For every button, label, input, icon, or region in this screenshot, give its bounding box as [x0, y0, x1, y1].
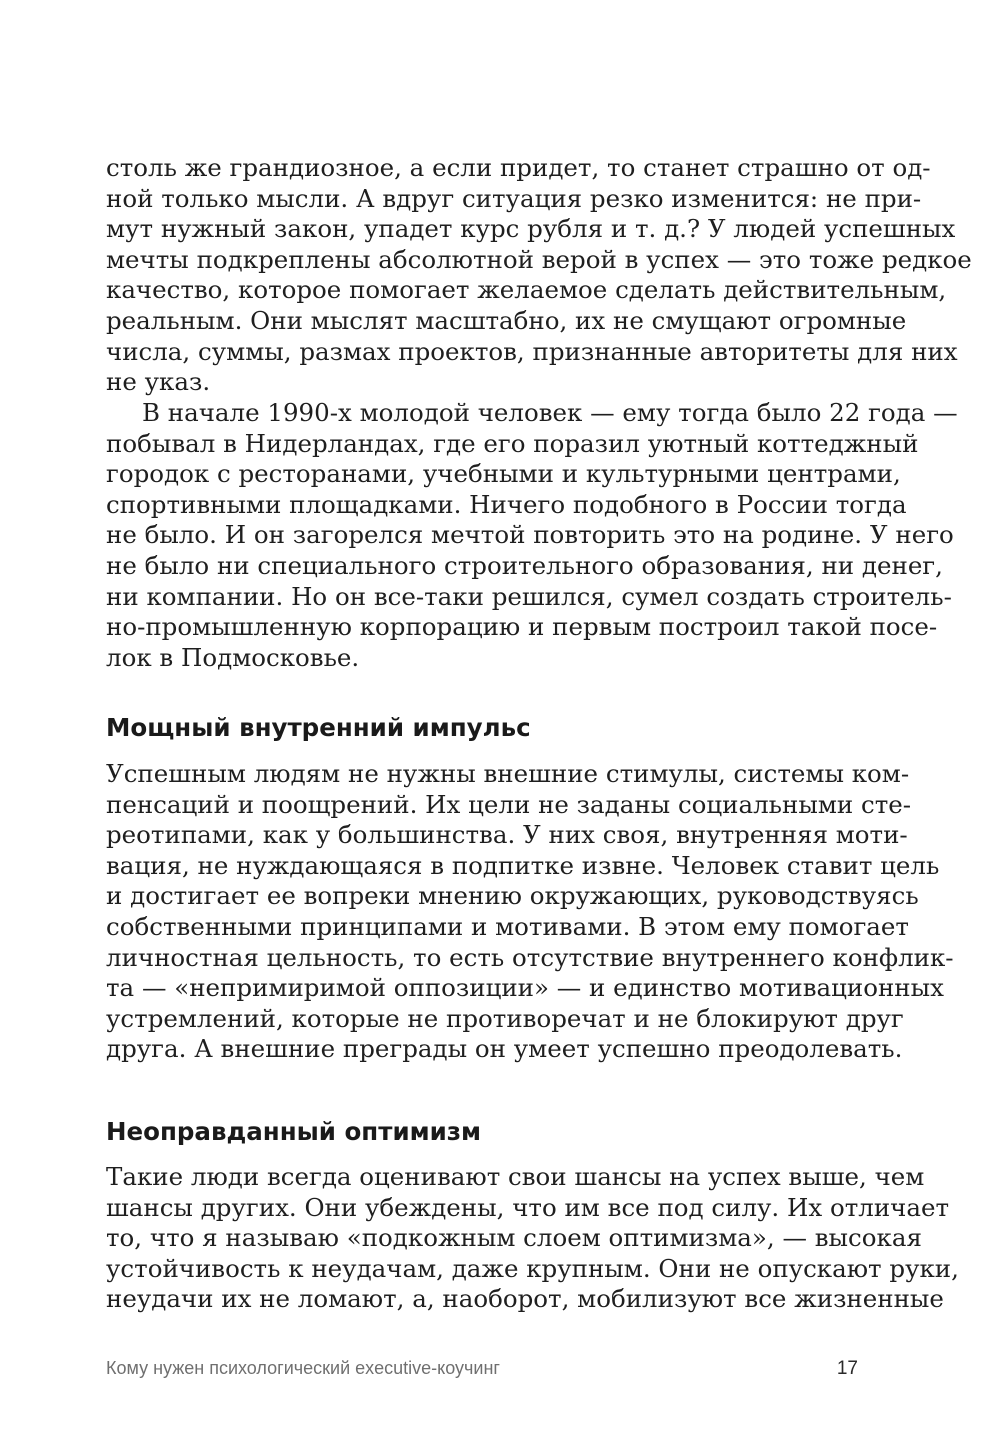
page-number: 17: [836, 1358, 858, 1379]
paragraph-intro: [106, 153, 972, 398]
text-line: собственными принципами и мотивами. В этом ему помогает: [106, 911, 909, 941]
text-line: не было ни специального строительного образования, ни денег,: [106, 550, 943, 580]
text-line: столь же грандиозное, а если придет, то станет страшно от од-: [106, 153, 931, 182]
text-line: побывал в Нидерландах, где его поразил уютный коттеджный: [106, 428, 919, 458]
text-line: устремлений, которые не противоречат и не блокируют друг: [106, 1003, 904, 1033]
paragraph-example: [106, 398, 958, 673]
text-line: устойчивость к неудачам, даже крупным. Они не опускают руки,: [106, 1253, 959, 1283]
text-line: реальным. Они мыслят масштабно, их не смущают огромные: [106, 305, 907, 335]
text-line: качество, которое помогает желаемое сделать действительным,: [106, 275, 947, 305]
text-line: друга. А внешние преграды он умеет успешно преодолевать.: [106, 1034, 903, 1064]
section-heading-optimism: Неоправданный оптимизм: [106, 1117, 482, 1146]
text-line: вация, не нуждающаяся в подпитке извне. Человек ставит цель: [106, 850, 940, 880]
text-line: спортивными площадками. Ничего подобного в России тогда: [106, 489, 907, 519]
text-line: Такие люди всегда оценивают свои шансы на успех выше, чем: [106, 1162, 925, 1191]
text-line: неудачи их не ломают, а, наоборот, мобилизуют все жизненные: [106, 1284, 944, 1314]
text-line: та — «непримиримой оппозиции» — и единство мотивационных: [106, 973, 944, 1003]
paragraph-impulse: [106, 759, 954, 1065]
text-line: реотипами, как у большинства. У них своя, внутренняя моти-: [106, 820, 908, 850]
section-heading-impulse: Мощный внутренний импульс: [106, 713, 531, 742]
text-line: ни компании. Но он все-таки решился, сумел создать строитель-: [106, 581, 952, 611]
paragraph-optimism: [106, 1162, 959, 1315]
text-line: ной только мысли. А вдруг ситуация резко изменится: не при-: [106, 183, 922, 213]
text-line: то, что я называю «подкожным слоем оптимизма», — высокая: [106, 1223, 922, 1253]
text-line: личностная цельность, то есть отсутствие внутреннего конфлик-: [106, 942, 954, 972]
text-line: не было. И он загорелся мечтой повторить это на родине. У него: [106, 520, 954, 550]
text-line: городок с ресторанами, учебными и культурными центрами,: [106, 459, 901, 489]
running-title: Кому нужен психологический executive-коучинг: [106, 1358, 500, 1378]
text-line: мечты подкреплены абсолютной верой в успех — это тоже редкое: [106, 244, 972, 274]
text-line: числа, суммы, размах проектов, признанные авторитеты для них: [106, 336, 958, 366]
text-line: но-промышленную корпорацию и первым построил такой посе-: [106, 612, 938, 642]
page-footer: [106, 1358, 858, 1380]
text-line: и достигает ее вопреки мнению окружающих, руководствуясь: [106, 881, 919, 911]
text-line: лок в Подмосковье.: [106, 642, 360, 672]
text-line: мут нужный закон, упадет курс рубля и т. д.? У людей успешных: [106, 214, 956, 244]
text-line: Успешным людям не нужны внешние стимулы, системы ком-: [106, 759, 910, 788]
text-line: не указ.: [106, 367, 211, 397]
text-line: В начале 1990-х молодой человек — ему тогда было 22 года —: [142, 398, 958, 427]
text-line: пенсаций и поощрений. Их цели не заданы социальными сте-: [106, 789, 912, 819]
text-line: шансы других. Они убеждены, что им все под силу. Их отличает: [106, 1192, 950, 1222]
